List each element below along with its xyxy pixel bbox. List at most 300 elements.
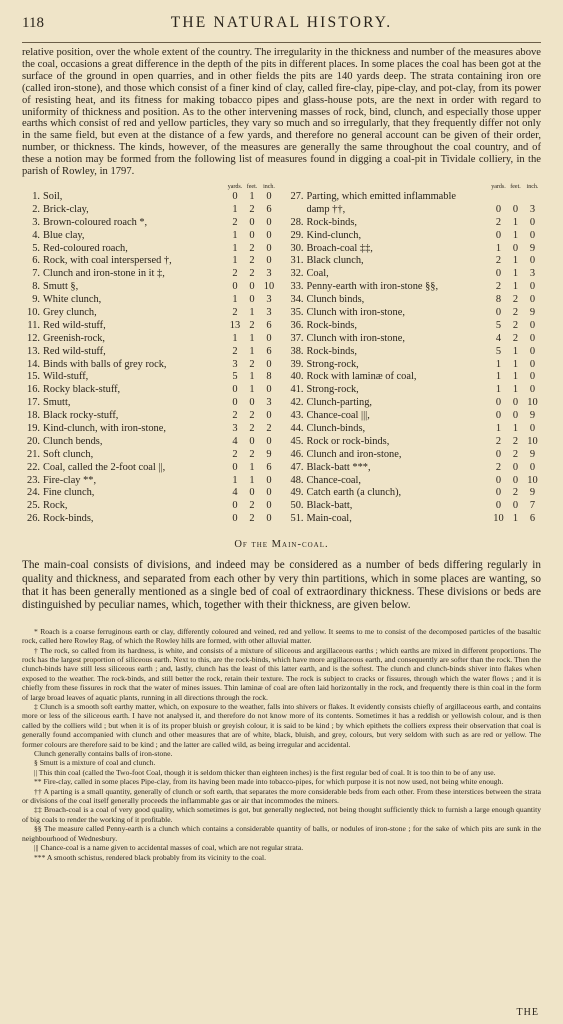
inch-value: 10 xyxy=(527,397,538,409)
feet-value: 2 xyxy=(249,203,255,215)
inch-value: 0 xyxy=(266,487,272,499)
measure-name: Wild-stuff, xyxy=(43,371,89,383)
yards-value: 0 xyxy=(495,474,502,486)
measure-name: Fine clunch, xyxy=(43,487,95,499)
unit-feet: feet. xyxy=(510,183,521,190)
measure-number: 48. xyxy=(290,474,304,486)
measure-name: Kind-clunch, xyxy=(306,229,362,241)
measure-row xyxy=(286,320,542,333)
measure-row xyxy=(22,307,278,320)
measure-number: 27. xyxy=(290,190,304,202)
catchword: THE xyxy=(516,1007,539,1018)
measure-name: Smutt §, xyxy=(43,281,79,293)
yards-value: 1 xyxy=(495,242,502,254)
feet-value: 0 xyxy=(512,397,519,409)
yards-value: 2 xyxy=(232,216,238,228)
measure-row xyxy=(286,371,542,384)
measure-number: 4. xyxy=(32,229,40,241)
inch-value: 9 xyxy=(529,242,536,254)
feet-value: 2 xyxy=(512,294,519,306)
feet-value: 1 xyxy=(249,332,255,344)
yards-value: 0 xyxy=(495,500,502,512)
inch-value: 0 xyxy=(529,345,536,357)
feet-value: 1 xyxy=(512,229,519,241)
feet-value: 2 xyxy=(512,332,519,344)
measure-number: 29. xyxy=(290,229,304,241)
measure-number: 20. xyxy=(27,435,40,447)
yards-value: 0 xyxy=(495,410,502,422)
measure-number: 38. xyxy=(290,345,304,357)
feet-value: 0 xyxy=(249,487,255,499)
feet-value: 1 xyxy=(512,216,519,228)
measure-row xyxy=(22,230,278,243)
yards-value: 1 xyxy=(232,332,238,344)
measure-row xyxy=(286,397,542,410)
measure-name: Catch earth (a clunch), xyxy=(306,487,402,499)
measure-number: 19. xyxy=(27,423,40,434)
footnote: ‡ Clunch is a smooth soft earthy matter, which, on exposure to the weather, falls into shivers or flakes. It evidently consists chiefly of argillaceous earth, and contains more or less of the siliceous earth. I have not analysed it, and therefore do not know more of its contents. Sometimes it has a reddish or yellowish colour, and is then called by the colliers wild ; but when it is of its proper bluish or greyish colour, it is said to be kind ; by which epithets the colliers express their observation that coal is generally found accompanied with clunch and other measures that are of white, black, bluish, and grey, colours, but very seldom with such as are red or yellow. The former colours are therefore said to be kind ; and the latter are called wild, as being irregular and accidental. xyxy=(22,702,541,749)
measures-column-right xyxy=(284,183,542,526)
measures-column-left xyxy=(22,183,284,526)
measure-row xyxy=(286,384,542,397)
inch-value: 0 xyxy=(266,216,272,228)
measure-name: Brown-coloured roach *, xyxy=(43,216,148,228)
yards-value: 0 xyxy=(232,461,238,473)
feet-value: 1 xyxy=(512,281,519,293)
yards-value: 2 xyxy=(495,435,502,447)
inch-value: 0 xyxy=(266,332,272,344)
footnote: ‡‡ Broach-coal is a coal of very good quality, which sometimes is got, but generally neglected, not being thought sufficiently thick to furnish a large enough quantity of big coals to render the working of it profitable. xyxy=(22,805,541,824)
measure-row xyxy=(22,217,278,230)
inch-value: 10 xyxy=(263,281,275,293)
measure-row xyxy=(286,230,542,243)
inch-value: 0 xyxy=(266,358,272,370)
yards-value: 13 xyxy=(229,319,241,331)
inch-value: 10 xyxy=(527,474,538,486)
unit-yards: yards. xyxy=(491,183,506,190)
measure-row xyxy=(22,371,278,384)
inch-value: 0 xyxy=(529,319,536,331)
unit-feet: feet. xyxy=(246,183,258,190)
measure-name: Main-coal, xyxy=(306,513,352,525)
measure-row xyxy=(22,204,278,217)
measure-name: Black rocky-stuff, xyxy=(43,410,119,422)
measure-name: Clunch with iron-stone, xyxy=(306,306,405,318)
measure-number: 30. xyxy=(290,242,304,254)
measure-name: Clunch binds, xyxy=(306,294,365,306)
header-rule xyxy=(22,42,541,43)
inch-value: 0 xyxy=(266,255,272,267)
measure-number: 31. xyxy=(290,255,304,267)
measure-name: Rock-binds, xyxy=(306,345,358,357)
measure-name: Soil, xyxy=(43,190,63,202)
feet-value: 0 xyxy=(512,474,519,486)
main-coal-paragraph: The main-coal consists of divisions, and indeed may be considered as a number of beds differing regularly in quality and thickness, and separated from each other by very thin partitions, which in some places are wanting, so that it has been generally mentioned as a single bed of coal of extraordinary thickness. These divisions or beds are distinguished by peculiar names, which, together with their thickness, are given below. xyxy=(22,559,541,612)
measure-number: 25. xyxy=(27,500,40,512)
yards-value: 4 xyxy=(232,435,238,447)
yards-value: 1 xyxy=(232,474,238,486)
feet-value: 1 xyxy=(249,190,255,202)
feet-value: 2 xyxy=(512,435,519,447)
measure-name: Clunch with iron-stone, xyxy=(306,332,405,344)
measure-row xyxy=(22,333,278,346)
yards-value: 0 xyxy=(232,190,238,202)
measure-name: Fire-clay **, xyxy=(43,474,97,486)
feet-value: 1 xyxy=(512,358,519,370)
yards-value: 1 xyxy=(495,384,502,396)
footnote: § Smutt is a mixture of coal and clunch. xyxy=(34,758,156,768)
feet-value: 2 xyxy=(249,358,255,370)
inch-value: 3 xyxy=(266,397,272,409)
measure-row xyxy=(22,423,278,436)
feet-value: 0 xyxy=(249,435,255,447)
measure-number: 24. xyxy=(27,487,40,499)
footnote: * Roach is a coarse ferruginous earth or clay, differently coloured and veined, red and yellow. It seems to me to consist of the decomposed particles of the basaltic rock, called here Rowley Rag, of which the Rowley hills are formed, with other alluvial matter. xyxy=(22,626,541,646)
feet-value: 0 xyxy=(512,500,519,512)
yards-value: 1 xyxy=(495,371,502,383)
measure-number: 16. xyxy=(27,384,40,396)
measure-row xyxy=(286,513,542,526)
measure-number: 40. xyxy=(290,371,304,383)
measure-name: White clunch, xyxy=(43,294,102,306)
measure-name: Rock-binds, xyxy=(306,216,358,228)
measure-number: 41. xyxy=(290,384,304,396)
feet-value: 1 xyxy=(249,345,255,357)
feet-value: 0 xyxy=(249,281,255,293)
measure-row xyxy=(286,423,542,436)
inch-value: 0 xyxy=(529,216,536,228)
running-header xyxy=(22,14,541,40)
measure-number: 22. xyxy=(27,461,40,473)
footnotes xyxy=(22,627,541,862)
measure-name: Rock, with coal interspersed †, xyxy=(43,255,172,267)
inch-value: 0 xyxy=(529,358,536,370)
yards-value: 0 xyxy=(495,268,502,280)
feet-value: 1 xyxy=(512,345,519,357)
measure-row xyxy=(22,436,278,449)
measure-name: Rock or rock-binds, xyxy=(306,435,390,447)
measure-row xyxy=(22,191,278,204)
measure-row xyxy=(286,243,542,256)
measure-row xyxy=(286,255,542,268)
yards-value: 2 xyxy=(232,345,238,357)
yards-value: 1 xyxy=(232,255,238,267)
measure-row xyxy=(22,268,278,281)
measure-number: 51. xyxy=(290,513,304,525)
measure-name: Clunch-binds, xyxy=(306,423,366,434)
unit-inch: inch. xyxy=(263,183,275,190)
yards-value: 0 xyxy=(495,229,502,241)
yards-value: 3 xyxy=(232,358,238,370)
measure-row xyxy=(286,217,542,230)
inch-value: 8 xyxy=(266,371,272,383)
measure-name: Penny-earth with iron-stone §§, xyxy=(306,281,439,293)
feet-value: 2 xyxy=(512,306,519,318)
measure-number: 11. xyxy=(27,319,40,331)
inch-value: 6 xyxy=(529,513,536,525)
feet-value: 0 xyxy=(512,203,519,215)
yards-value: 0 xyxy=(495,306,502,318)
measure-name: Strong-rock, xyxy=(306,384,359,396)
measure-name: Greenish-rock, xyxy=(43,332,106,344)
measure-name: Rock, xyxy=(43,500,68,512)
feet-value: 0 xyxy=(512,461,519,473)
yards-value: 0 xyxy=(495,397,502,409)
yards-value: 1 xyxy=(495,358,502,370)
measure-row xyxy=(22,487,278,500)
unit-yards: yards. xyxy=(227,183,243,190)
measure-number: 34. xyxy=(290,294,304,306)
measure-row xyxy=(286,500,542,513)
inch-value: 0 xyxy=(266,513,272,525)
footnote: *** A smooth schistus, rendered black probably from its vicinity to the coal. xyxy=(34,852,266,862)
inch-value: 0 xyxy=(266,410,272,422)
measure-name: Blue clay, xyxy=(43,229,85,241)
measure-name: Red-coloured roach, xyxy=(43,242,128,254)
measure-name: Soft clunch, xyxy=(43,448,94,460)
measure-name: Clunch-parting, xyxy=(306,397,373,409)
feet-value: 2 xyxy=(249,448,255,460)
measure-number: 21. xyxy=(27,448,40,460)
measure-row xyxy=(286,204,542,217)
inch-value: 6 xyxy=(266,461,272,473)
measure-name: Parting, which emitted inflammable xyxy=(306,190,456,202)
footnote: ** Fire-clay, called in some places Pipe-clay, from its having been made into tobacco-pipes, for which purpose it is not now used, not being white enough. xyxy=(34,777,504,787)
inch-value: 0 xyxy=(529,255,536,267)
feet-value: 0 xyxy=(249,397,255,409)
inch-value: 3 xyxy=(266,294,272,306)
feet-value: 0 xyxy=(512,410,519,422)
units-header xyxy=(22,183,278,191)
measure-row xyxy=(22,281,278,294)
measure-number: 46. xyxy=(290,448,304,460)
measure-row xyxy=(22,384,278,397)
yards-value: 2 xyxy=(232,448,238,460)
yards-value: 0 xyxy=(495,448,502,460)
inch-value: 7 xyxy=(529,500,536,512)
page-title: THE NATURAL HISTORY. xyxy=(170,14,393,31)
measure-row xyxy=(22,475,278,488)
measure-row xyxy=(22,255,278,268)
yards-value: 0 xyxy=(495,487,502,499)
measure-name: Rock-binds, xyxy=(43,513,94,525)
measure-row xyxy=(22,513,278,526)
footnote: || This thin coal (called the Two-foot Coal, though it is seldom thicker than eighteen inches) is the first regular bed of coal. It is too thin to be of any use. xyxy=(34,767,496,777)
measure-number: 32. xyxy=(290,268,304,280)
unit-inch: inch. xyxy=(526,183,539,190)
measure-number: 13. xyxy=(27,345,40,357)
measure-number: 6. xyxy=(32,255,40,267)
measure-row xyxy=(286,294,542,307)
measures-table xyxy=(22,183,541,526)
inch-value: 0 xyxy=(529,461,536,473)
yards-value: 1 xyxy=(495,423,502,434)
measure-row xyxy=(286,449,542,462)
yards-value: 2 xyxy=(495,216,502,228)
measure-number: 7. xyxy=(32,268,40,280)
footnote: †† A parting is a small quantity, generally of clunch or soft earth, that separates the more considerable beds from each other. From these interstices between the strata or divisions of the coal itself generally proceeds the inflammable gas or air that incommodes the miners. xyxy=(22,786,541,806)
yards-value: 1 xyxy=(232,229,238,241)
inch-value: 9 xyxy=(529,448,536,460)
measure-name: Black-batt ***, xyxy=(306,461,371,473)
measure-number: 45. xyxy=(290,435,304,447)
yards-value: 1 xyxy=(232,242,238,254)
page-number: 118 xyxy=(22,15,44,31)
yards-value: 5 xyxy=(232,371,238,383)
measure-number: 2. xyxy=(32,203,40,215)
inch-value: 3 xyxy=(266,306,272,318)
feet-value: 1 xyxy=(512,371,519,383)
measure-name: Coal, xyxy=(306,268,329,280)
measure-name: Clunch bends, xyxy=(43,435,103,447)
measure-number: 12. xyxy=(27,332,40,344)
measure-number: 47. xyxy=(290,461,304,473)
yards-value: 4 xyxy=(495,332,502,344)
measure-number: 36. xyxy=(290,319,304,331)
inch-value: 0 xyxy=(266,190,272,202)
measure-name: Smutt, xyxy=(43,397,71,409)
inch-value: 0 xyxy=(266,500,272,512)
feet-value: 2 xyxy=(249,319,255,331)
measure-name: Clunch and iron-stone in it ‡, xyxy=(43,268,165,280)
measure-number: 3. xyxy=(32,216,40,228)
yards-value: 2 xyxy=(495,461,502,473)
feet-value: 1 xyxy=(512,255,519,267)
measure-name: Binds with balls of grey rock, xyxy=(43,358,167,370)
measure-row xyxy=(286,346,542,359)
feet-value: 2 xyxy=(512,448,519,460)
feet-value: 1 xyxy=(249,461,255,473)
feet-value: 2 xyxy=(249,255,255,267)
inch-value: 0 xyxy=(529,294,536,306)
measure-row xyxy=(286,333,542,346)
measure-number: 17. xyxy=(27,397,40,409)
measure-name: Chance-coal, xyxy=(306,474,362,486)
feet-value: 2 xyxy=(249,423,255,434)
feet-value: 1 xyxy=(249,306,255,318)
measure-row xyxy=(286,307,542,320)
feet-value: 1 xyxy=(512,513,519,525)
measure-number: 15. xyxy=(27,371,40,383)
yards-value: 0 xyxy=(232,500,238,512)
yards-value: 0 xyxy=(232,384,238,396)
yards-value: 4 xyxy=(232,487,238,499)
measure-row xyxy=(22,243,278,256)
yards-value: 2 xyxy=(495,255,502,267)
measure-name: Brick-clay, xyxy=(43,203,89,215)
yards-value: 1 xyxy=(232,203,238,215)
measure-number: 49. xyxy=(290,487,304,499)
measure-number: 39. xyxy=(290,358,304,370)
measure-row xyxy=(286,475,542,488)
inch-value: 0 xyxy=(529,281,536,293)
measure-row xyxy=(22,294,278,307)
feet-value: 1 xyxy=(249,474,255,486)
measure-row xyxy=(22,397,278,410)
yards-value: 2 xyxy=(232,410,238,422)
feet-value: 1 xyxy=(249,371,255,383)
feet-value: 2 xyxy=(249,410,255,422)
inch-value: 9 xyxy=(529,410,536,422)
measure-row xyxy=(22,320,278,333)
measure-name: Broach-coal ‡‡, xyxy=(306,242,373,254)
measure-row xyxy=(22,410,278,423)
footnote: §§ The measure called Penny-earth is a clunch which contains a considerable quantity of balls, or nodules of iron-stone ; for the sake of which pits are sunk in the neighbourhood of Wednesbury. xyxy=(22,824,541,843)
feet-value: 2 xyxy=(249,268,255,280)
yards-value: 5 xyxy=(495,345,502,357)
measure-number: 18. xyxy=(27,410,40,422)
measure-name: Black clunch, xyxy=(306,255,364,267)
measure-row xyxy=(286,191,542,204)
feet-value: 1 xyxy=(512,384,519,396)
inch-value: 6 xyxy=(266,203,272,215)
feet-value: 2 xyxy=(249,513,255,525)
inch-value: 0 xyxy=(266,242,272,254)
measure-number: 28. xyxy=(290,216,304,228)
measure-row xyxy=(286,410,542,423)
measure-name: Chance-coal |||, xyxy=(306,410,370,422)
measure-name: damp ††, xyxy=(306,203,346,215)
measure-number: 8. xyxy=(32,281,40,293)
measure-number: 50. xyxy=(290,500,304,512)
yards-value: 5 xyxy=(495,319,502,331)
inch-value: 0 xyxy=(529,229,536,241)
measure-name: Clunch and iron-stone, xyxy=(306,448,402,460)
feet-value: 1 xyxy=(512,423,519,434)
yards-value: 0 xyxy=(495,203,502,215)
footnote: ||| Chance-coal is a name given to accidental masses of coal, which are not regular strata. xyxy=(34,843,304,853)
feet-value: 1 xyxy=(512,268,519,280)
measure-number: 1. xyxy=(32,190,40,202)
measure-number: 26. xyxy=(27,513,40,525)
measure-name: Rock-binds, xyxy=(306,319,358,331)
feet-value: 0 xyxy=(249,229,255,241)
feet-value: 0 xyxy=(512,242,519,254)
measure-number: 5. xyxy=(32,242,40,254)
inch-value: 0 xyxy=(266,474,272,486)
measure-number: 33. xyxy=(290,281,304,293)
measure-name: Coal, called the 2-foot coal ||, xyxy=(43,461,166,473)
inch-value: 0 xyxy=(529,371,536,383)
intro-paragraph: relative position, over the whole extent of the country. The irregularity in the thickness and number of the measures above the coal, occasions a great difference in the depth of the pits in different places. In some places the coal has been got at the surface of the ground in open quarries, and in other fields the pits are 140 yards deep. The strata containing iron ore (called iron-stone), and those which consist of a finer kind of clay, called fire-clay, pipe-clay, and pot-clay, from its power of resisting heat, and its fitness for making tobacco pipes and glass-house pots, are the next in order with regard to uniformity of thickness and position. As to the other intervening masses of rock, bind, clunch, and especially those upper earths which consist of red and yellow particles, they vary so much and so irregularly, that they frequently differ not only in the same field, but even at the distance of a few yards, and therefore no general account can be given of their order, number, or thickness. The kinds, however, of the measures are generally the same throughout the coal country, and of these a notion may be formed from the following list of measures found in digging a coal-pit in Tividale colliery, in the parish of Rowley, in 1797. xyxy=(22,47,541,178)
measure-name: Rock with laminæ of coal, xyxy=(306,371,417,383)
measure-number: 44. xyxy=(290,423,304,434)
measure-name: Red wild-stuff, xyxy=(43,319,106,331)
measure-row xyxy=(286,281,542,294)
feet-value: 2 xyxy=(249,242,255,254)
yards-value: 2 xyxy=(495,281,502,293)
yards-value: 2 xyxy=(232,306,238,318)
inch-value: 2 xyxy=(266,423,272,434)
measure-row xyxy=(286,436,542,449)
inch-value: 9 xyxy=(529,487,536,499)
inch-value: 6 xyxy=(266,345,272,357)
yards-value: 0 xyxy=(232,397,238,409)
measure-number: 23. xyxy=(27,474,40,486)
measure-name: Grey clunch, xyxy=(43,306,97,318)
feet-value: 2 xyxy=(512,319,519,331)
measure-number: 10. xyxy=(27,306,40,318)
footnote: † The rock, so called from its hardness, is white, and consists of a mixture of siliceous and argillaceous earths ; which earths are mixed in different proportions. The rock has the largest proportion of siliceous earth. Next to this, are the rock-binds, which have more argillaceous earth, and consequently are softer than the rock. Then the clunch-binds have still less siliceous earth ; and, lastly, clunch has the least of this latter earth, and is the softest. The clunch and clunch-binds shiver into flakes when exposed to the weather. The rock-binds, and still better the rock, retain their texture. The rock is subject to cracks or fissures, through which the water flows ; and it is chiefly from these fissures in rock that the water of mines issues. Thin laminæ of coal are often laid horizontally in the rock, and frequently there is thin coal in the form of large broad leaves of aquatic plants, running in all directions through the rock. xyxy=(22,645,541,702)
measure-row xyxy=(286,268,542,281)
measure-row xyxy=(22,500,278,513)
measure-number: 37. xyxy=(290,332,304,344)
feet-value: 2 xyxy=(512,487,519,499)
measure-row xyxy=(286,487,542,500)
measure-row xyxy=(22,359,278,372)
inch-value: 0 xyxy=(529,423,536,434)
inch-value: 0 xyxy=(266,384,272,396)
